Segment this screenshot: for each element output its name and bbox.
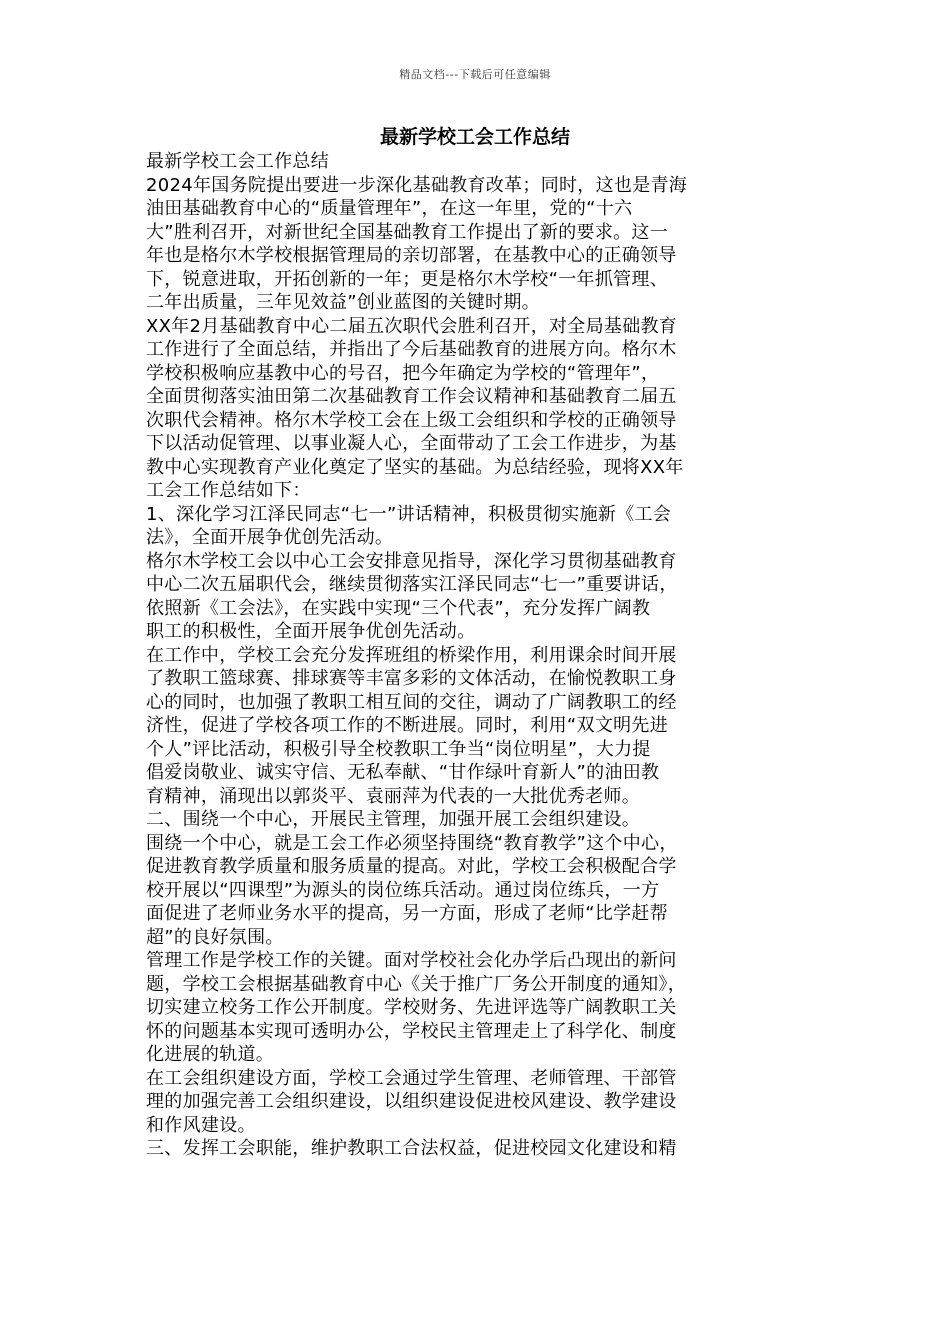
- body-line: 年也是格尔木学校根据管理局的亲切部署，在基教中心的正确领导: [146, 245, 677, 266]
- body-line: 工会工作总结如下：: [146, 480, 311, 501]
- body-line: 在工会组织建设方面，学校工会通过学生管理、老师管理、干部管: [146, 1067, 677, 1089]
- body-line: 油田基础教育中心的“质量管理年”，在这一年里，党的“十六: [146, 198, 633, 219]
- body-line: 全面贯彻落实油田第二次基础教育工作会议精神和基础教育二届五: [146, 386, 677, 407]
- body-line: 教中心实现教育产业化奠定了坚实的基础。为总结经验，现将XX年: [146, 456, 684, 478]
- body-line: 最新学校工会工作总结: [146, 151, 329, 172]
- body-line: 学校积极响应基教中心的号召，把今年确定为学校的“管理年”，: [146, 362, 660, 384]
- body-line: XX年2月基础教育中心二届五次职代会胜利召开，对全局基础教育: [146, 315, 678, 337]
- body-line: 促进教育教学质量和服务质量的提高。对此，学校工会积极配合学: [146, 856, 677, 877]
- body-line: 在工作中，学校工会充分发挥班组的桥梁作用，利用课余时间开展: [146, 644, 677, 666]
- document-body: [146, 150, 806, 1161]
- body-line: 切实建立校务工作公开制度。学校财务、先进评选等广阔教职工关: [146, 997, 677, 1018]
- body-line: 面促进了老师业务水平的提高，另一方面，形成了老师“比学赶帮: [146, 903, 669, 924]
- body-line: 超”的良好氛围。: [146, 926, 284, 948]
- body-line: 二年出质量，三年见效益”创业蓝图的关键时期。: [146, 292, 540, 313]
- body-line: 个人”评比活动，积极引导全校教职工争当“岗位明星”，大力提: [146, 738, 651, 760]
- body-line: 下，锐意进取，开拓创新的一年；更是格尔木学校“一年抓管理、: [146, 268, 669, 290]
- body-line: 化进展的轨道。: [146, 1044, 275, 1065]
- body-line: 次职代会精神。格尔木学校工会在上级工会组织和学校的正确领导: [146, 409, 677, 431]
- body-line: 了教职工篮球赛、排球赛等丰富多彩的文体活动，在愉悦教职工身: [146, 668, 677, 689]
- body-line: 和作风建设。: [146, 1114, 256, 1136]
- body-line: 大”胜利召开，对新世纪全国基础教育工作提出了新的要求。这一: [146, 221, 669, 243]
- body-line: 心的同时，也加强了教职工相互间的交往，调动了广阔教职工的经: [146, 691, 677, 713]
- body-line: 济性，促进了学校各项工作的不断进展。同时，利用“双文明先进: [146, 715, 669, 736]
- body-line: 管理工作是学校工作的关键。面对学校社会化办学后凸现出的新问: [146, 950, 677, 971]
- body-line: 育精神，涌现出以郭炎平、袁丽萍为代表的一大批优秀老师。: [146, 785, 641, 807]
- body-line: 校开展以“四课型”为源头的岗位练兵活动。通过岗位练兵，一方: [146, 879, 660, 901]
- body-line: 中心二次五届职代会，继续贯彻落实江泽民同志“七一”重要讲话，: [146, 574, 678, 595]
- body-line: 题，学校工会根据基础教育中心《关于推广厂务公开制度的通知》，: [146, 973, 686, 995]
- body-line: 怀的问题基本实现可透明办公，学校民主管理走上了科学化、制度: [146, 1020, 677, 1042]
- body-line: 法》，全面开展争优创先活动。: [146, 527, 394, 548]
- body-line: 下以活动促管理、以事业凝人心，全面带动了工会工作进步，为基: [146, 433, 677, 454]
- body-line: 三、发挥工会职能，维护教职工合法权益，促进校园文化建设和精: [146, 1138, 677, 1159]
- body-line: 职工的积极性，全面开展争优创先活动。: [146, 621, 476, 642]
- document-title: 最新学校工会工作总结: [379, 126, 570, 148]
- body-line: 倡爱岗敬业、诚实守信、无私奉献、“甘作绿叶育新人”的油田教: [146, 762, 660, 783]
- body-line: 工作进行了全面总结，并指出了今后基础教育的进展方向。格尔木: [146, 339, 677, 360]
- header-note: 精品文档---下载后可任意编辑: [399, 68, 551, 81]
- body-line: 二、围绕一个中心，开展民主管理，加强开展工会组织建设。: [146, 809, 641, 830]
- body-line: 理的加强完善工会组织建设，以组织建设促进校风建设、教学建设: [146, 1091, 677, 1112]
- body-line: 2024年国务院提出要进一步深化基础教育改革；同时，这也是青海: [146, 174, 688, 196]
- body-line: 格尔木学校工会以中心工会安排意见指导，深化学习贯彻基础教育: [146, 550, 677, 572]
- body-line: 围绕一个中心，就是工会工作必须坚持围绕“教育教学”这个中心，: [146, 832, 678, 854]
- body-line: 依照新《工会法》，在实践中实现“三个代表”，充分发挥广阔教: [146, 597, 651, 619]
- body-line: 1、深化学习江泽民同志“七一”讲话精神，积极贯彻实施新《工会: [146, 503, 672, 525]
